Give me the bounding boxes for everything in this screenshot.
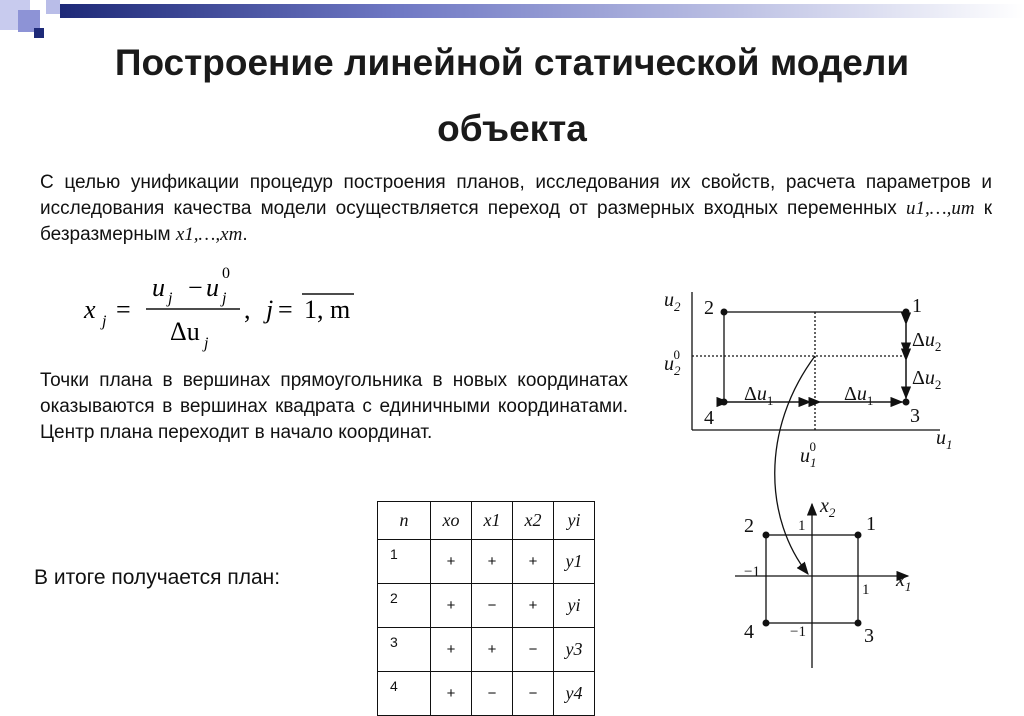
slide-title-line1: Построение линейной статической модели xyxy=(114,42,910,83)
tick-x2-pos: 1 xyxy=(798,518,806,534)
vertex-1 xyxy=(855,532,862,539)
point-label-2: 2 xyxy=(744,515,754,537)
vertex-3 xyxy=(855,620,862,627)
formula-range-eq: = xyxy=(278,295,293,324)
cell-x0: + xyxy=(431,540,472,584)
formula-range-var: j xyxy=(266,295,274,324)
normalization-formula xyxy=(70,262,370,354)
vertex-1 xyxy=(903,309,910,316)
formula-comma: , xyxy=(244,295,251,324)
cell-y: y3 xyxy=(554,628,595,672)
tick-x1-neg: −1 xyxy=(744,564,760,580)
table-row xyxy=(378,628,595,672)
cell-x2: + xyxy=(513,540,554,584)
result-label: В итоге получается план: xyxy=(34,566,281,589)
header-n: n xyxy=(378,502,431,540)
point-label-1: 1 xyxy=(912,295,922,317)
center-u1-label: $u_10$ xyxy=(800,439,817,470)
header-decoration xyxy=(0,0,1024,40)
center-u2-label: $u_20$ xyxy=(664,347,681,378)
intro-from-vars: u1,…,um xyxy=(905,198,975,219)
table-row xyxy=(378,540,595,584)
vertex-4 xyxy=(763,620,770,627)
axis-x1-label: $x_1$ xyxy=(896,569,912,594)
cell-x0: + xyxy=(431,628,472,672)
coordinate-transform-diagram xyxy=(640,280,1020,705)
axis-x2-label: $x_2$ xyxy=(820,495,836,520)
axis-u1-label: $u_1$ xyxy=(936,427,953,452)
cell-x2: − xyxy=(513,628,554,672)
plan-table-header xyxy=(378,502,595,540)
intro-text-mid: к безразмерным xyxy=(40,198,993,245)
formula-lhs: x xyxy=(84,295,96,324)
header-x1: x1 xyxy=(472,502,513,540)
cell-n: 4 xyxy=(378,672,431,716)
vertex-4 xyxy=(721,399,728,406)
vertex-3 xyxy=(903,399,910,406)
deco-square xyxy=(46,0,60,14)
point-label-1: 1 xyxy=(866,513,876,535)
point-label-2: 2 xyxy=(704,297,714,319)
formula-num: u xyxy=(152,273,165,302)
point-label-4: 4 xyxy=(704,407,714,429)
tick-x2-neg: −1 xyxy=(790,624,806,640)
formula-lhs-sub: j xyxy=(102,313,107,330)
cell-x0: + xyxy=(431,584,472,628)
intro-to-vars: x1,…,xm xyxy=(175,224,243,245)
deco-square xyxy=(34,28,44,38)
intro-paragraph xyxy=(40,170,992,248)
point-label-4: 4 xyxy=(744,621,754,643)
cell-x1: + xyxy=(472,540,513,584)
formula-equals: = xyxy=(116,295,131,324)
cell-n: 3 xyxy=(378,628,431,672)
intro-text-end: . xyxy=(242,224,248,245)
delta-u2-label-lower: $\Delta u_2$ xyxy=(912,367,942,392)
slide-title-line2: объекта xyxy=(437,108,587,149)
cell-n: 1 xyxy=(378,540,431,584)
cell-x2: − xyxy=(513,672,554,716)
cell-x1: + xyxy=(472,628,513,672)
header-x0: xo xyxy=(431,502,472,540)
formula-num2-sub: j xyxy=(222,290,227,307)
delta-u1-label-left: $\Delta u_1$ xyxy=(744,383,774,408)
square-plan-diagram xyxy=(735,504,908,668)
cell-y: yi xyxy=(554,584,595,628)
delta-u1-label-right: $\Delta u_1$ xyxy=(844,383,874,408)
point-label-3: 3 xyxy=(864,625,874,647)
formula-minus: − xyxy=(188,273,203,302)
formula-num2: u xyxy=(206,273,219,302)
formula-num2-sup: 0 xyxy=(222,265,230,282)
delta-u2-label-upper: $\Delta u_2$ xyxy=(912,329,942,354)
intro-text-before: С целью унификации процедур построения планов, исследования их свойств, расчета параметров и исследования качества модели осуществляется переход от размерных входных переменных xyxy=(40,172,992,219)
formula-den-sub: j xyxy=(204,335,209,352)
cell-n: 2 xyxy=(378,584,431,628)
vertex-2 xyxy=(721,309,728,316)
formula-range-val: 1, m xyxy=(304,295,351,324)
formula-num-sub: j xyxy=(168,290,173,307)
tick-x1-pos: 1 xyxy=(862,582,870,598)
cell-y: y1 xyxy=(554,540,595,584)
vertex-2 xyxy=(763,532,770,539)
cell-x1: − xyxy=(472,672,513,716)
deco-gradient-bar xyxy=(60,4,1024,18)
cell-x0: + xyxy=(431,672,472,716)
table-row xyxy=(378,584,595,628)
cell-x2: + xyxy=(513,584,554,628)
table-row xyxy=(378,672,595,716)
plan-table xyxy=(377,501,595,716)
cell-x1: − xyxy=(472,584,513,628)
header-y: yi xyxy=(554,502,595,540)
cell-y: y4 xyxy=(554,672,595,716)
point-label-3: 3 xyxy=(910,405,920,427)
header-x2: x2 xyxy=(513,502,554,540)
vertices-paragraph: Точки плана в вершинах прямоугольника в новых координатах оказываются в вершинах квадрата с единичными координатами. Центр плана переходит в начало координат. xyxy=(40,370,628,443)
formula-den: Δu xyxy=(170,317,200,346)
axis-u2-label: $u_2$ xyxy=(664,289,681,314)
